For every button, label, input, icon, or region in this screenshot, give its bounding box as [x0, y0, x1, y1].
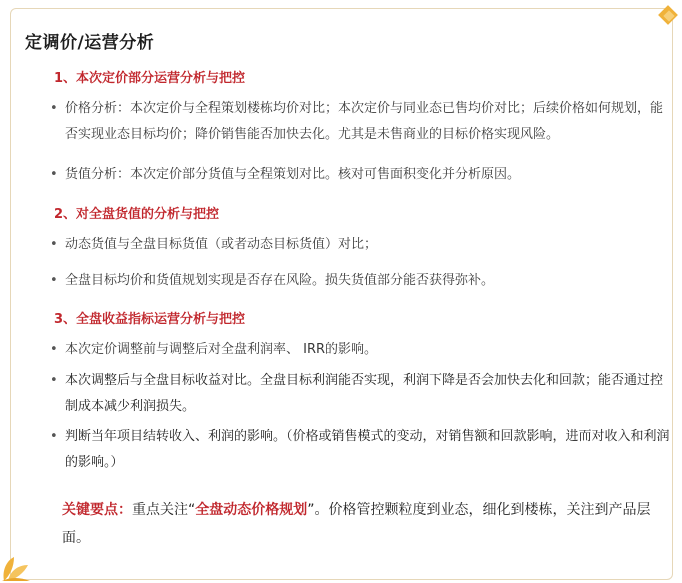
leaf-ornament-icon	[0, 547, 36, 583]
list-item-text: 货值分析：本次定价部分货值与全程策划对比。核对可售面积变化并分析原因。	[65, 167, 521, 182]
list-item	[50, 368, 670, 420]
key-point-highlight: 全盘动态价格规划	[195, 502, 308, 518]
bullet-icon: •	[50, 167, 58, 182]
list-item	[50, 268, 670, 294]
list-item	[50, 424, 670, 476]
list-item-text: 全盘目标均价和货值规划实现是否存在风险。损失货值部分能否获得弥补。	[65, 273, 495, 288]
bullet-icon: •	[50, 273, 58, 288]
section-heading-1: 1、本次定价部分运营分析与把控	[54, 71, 246, 86]
list-item	[50, 232, 670, 258]
section-heading-3: 3、全盘收益指标运营分析与把控	[54, 312, 246, 327]
list-item	[50, 96, 670, 148]
section-heading-2: 2、对全盘货值的分析与把控	[54, 207, 220, 222]
list-item	[50, 162, 670, 188]
page-title: 定调价/运营分析	[25, 33, 155, 53]
list-item-text: 本次调整后与全盘目标收益对比。全盘目标利润能否实现，利润下降是否会加快去化和回款；能否通过控制成本减少利润损失。	[65, 373, 664, 414]
list-item-text: 动态货值与全盘目标货值（或者动态目标货值）对比；	[65, 237, 378, 252]
list-item	[50, 337, 670, 363]
list-item-text: 判断当年项目结转收入、利润的影响。（价格或销售模式的变动，对销售额和回款影响，进而对收入和利润的影响。）	[65, 429, 670, 470]
bullet-icon: •	[50, 237, 58, 252]
key-point-paragraph	[62, 496, 674, 552]
bullet-icon: •	[50, 342, 58, 357]
key-point-text-before: 重点关注“	[132, 502, 196, 518]
bullet-icon: •	[50, 373, 58, 388]
bullet-icon: •	[50, 101, 58, 116]
folded-corner-icon	[656, 4, 680, 28]
content-card	[10, 8, 673, 580]
key-point-text-after: ”。价格管控颗粒度到业态，细化到楼栋，关注到产品层面。	[62, 502, 651, 546]
key-point-label: 关键要点：	[62, 502, 132, 518]
list-item-text: 本次定价调整前与调整后对全盘利润率、 IRR的影响。	[65, 342, 378, 357]
list-item-text: 价格分析：本次定价与全程策划楼栋均价对比；本次定价与同业态已售均价对比；后续价格如何规划，能否实现业态目标均价；降价销售能否加快去化。尤其是未售商业的目标价格实现风险。	[65, 101, 664, 142]
bullet-icon: •	[50, 429, 58, 444]
